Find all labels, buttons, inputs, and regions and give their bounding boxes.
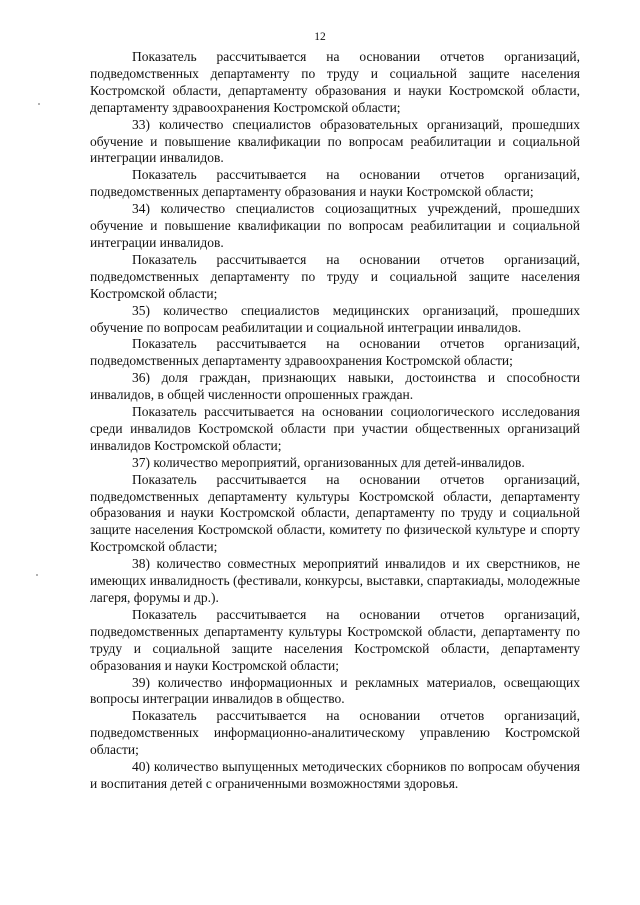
page-number: 12 bbox=[314, 31, 326, 43]
paragraph: Показатель рассчитывается на основании отчетов организаций, подведомственных департаменту образования и науки Костромской области; bbox=[90, 167, 580, 200]
paragraph: 38) количество совместных мероприятий инвалидов и их сверстников, не имеющих инвалидность (фестивали, конкурсы, выставки, спартакиады, молодежные лагеря, форумы и др.). bbox=[90, 556, 580, 605]
paragraph: Показатель рассчитывается на основании отчетов организаций, подведомственных департаменту здравоохранения Костромской области; bbox=[90, 336, 580, 369]
paragraph: Показатель рассчитывается на основании отчетов организаций, подведомственных департаменту по труду и социальной защите населения Костромской области; bbox=[90, 251, 580, 301]
scan-speck bbox=[38, 103, 40, 105]
document-body bbox=[90, 49, 580, 793]
paragraph: Показатель рассчитывается на основании отчетов организаций, подведомственных департаменту культуры Костромской области, департаменту по труду и социальной защите населения Костромской области, департаменту образования и науки Костромской области; bbox=[90, 606, 580, 673]
paragraph: Показатель рассчитывается на основании отчетов организаций, подведомственных департаменту по труду и социальной защите населения Костромской области, департаменту образования и науки Костромской области, департаменту здравоохранения Костромской области; bbox=[90, 49, 580, 115]
paragraph: 33) количество специалистов образовательных организаций, прошедших обучение и повышение квалификации по вопросам реабилитации и социальной интеграции инвалидов. bbox=[90, 116, 580, 166]
paragraph: 40) количество выпущенных методических сборников по вопросам обучения и воспитания детей с ограниченными возможностями здоровья. bbox=[90, 759, 580, 791]
paragraph: 34) количество специалистов социозащитных учреждений, прошедших обучение и повышение квалификации по вопросам реабилитации и социальной интеграции инвалидов. bbox=[90, 201, 580, 250]
paragraph: 37) количество мероприятий, организованных для детей-инвалидов. bbox=[132, 454, 525, 470]
paragraph: 36) доля граждан, признающих навыки, достоинства и способности инвалидов, в общей численности опрошенных граждан. bbox=[90, 370, 580, 403]
paragraph: Показатель рассчитывается на основании отчетов организаций, подведомственных информационно-аналитическому управлению Костромской области; bbox=[90, 708, 580, 758]
paragraph: Показатель рассчитывается на основании отчетов организаций, подведомственных департаменту культуры Костромской области, департаменту образования и науки Костромской области, департаменту по труду и социальной защите населения Костромской области, комитету по физической культуре и спорту Костромской области; bbox=[90, 471, 580, 555]
scan-speck bbox=[36, 574, 38, 576]
paragraph: Показатель рассчитывается на основании социологического исследования среди инвалидов Костромской области при участии общественных организаций инвалидов Костромской области; bbox=[90, 404, 580, 453]
paragraph: 35) количество специалистов медицинских организаций, прошедших обучение по вопросам реабилитации и социальной интеграции инвалидов. bbox=[90, 302, 580, 335]
paragraph: 39) количество информационных и рекламных материалов, освещающих вопросы интеграции инвалидов в общество. bbox=[90, 674, 580, 707]
